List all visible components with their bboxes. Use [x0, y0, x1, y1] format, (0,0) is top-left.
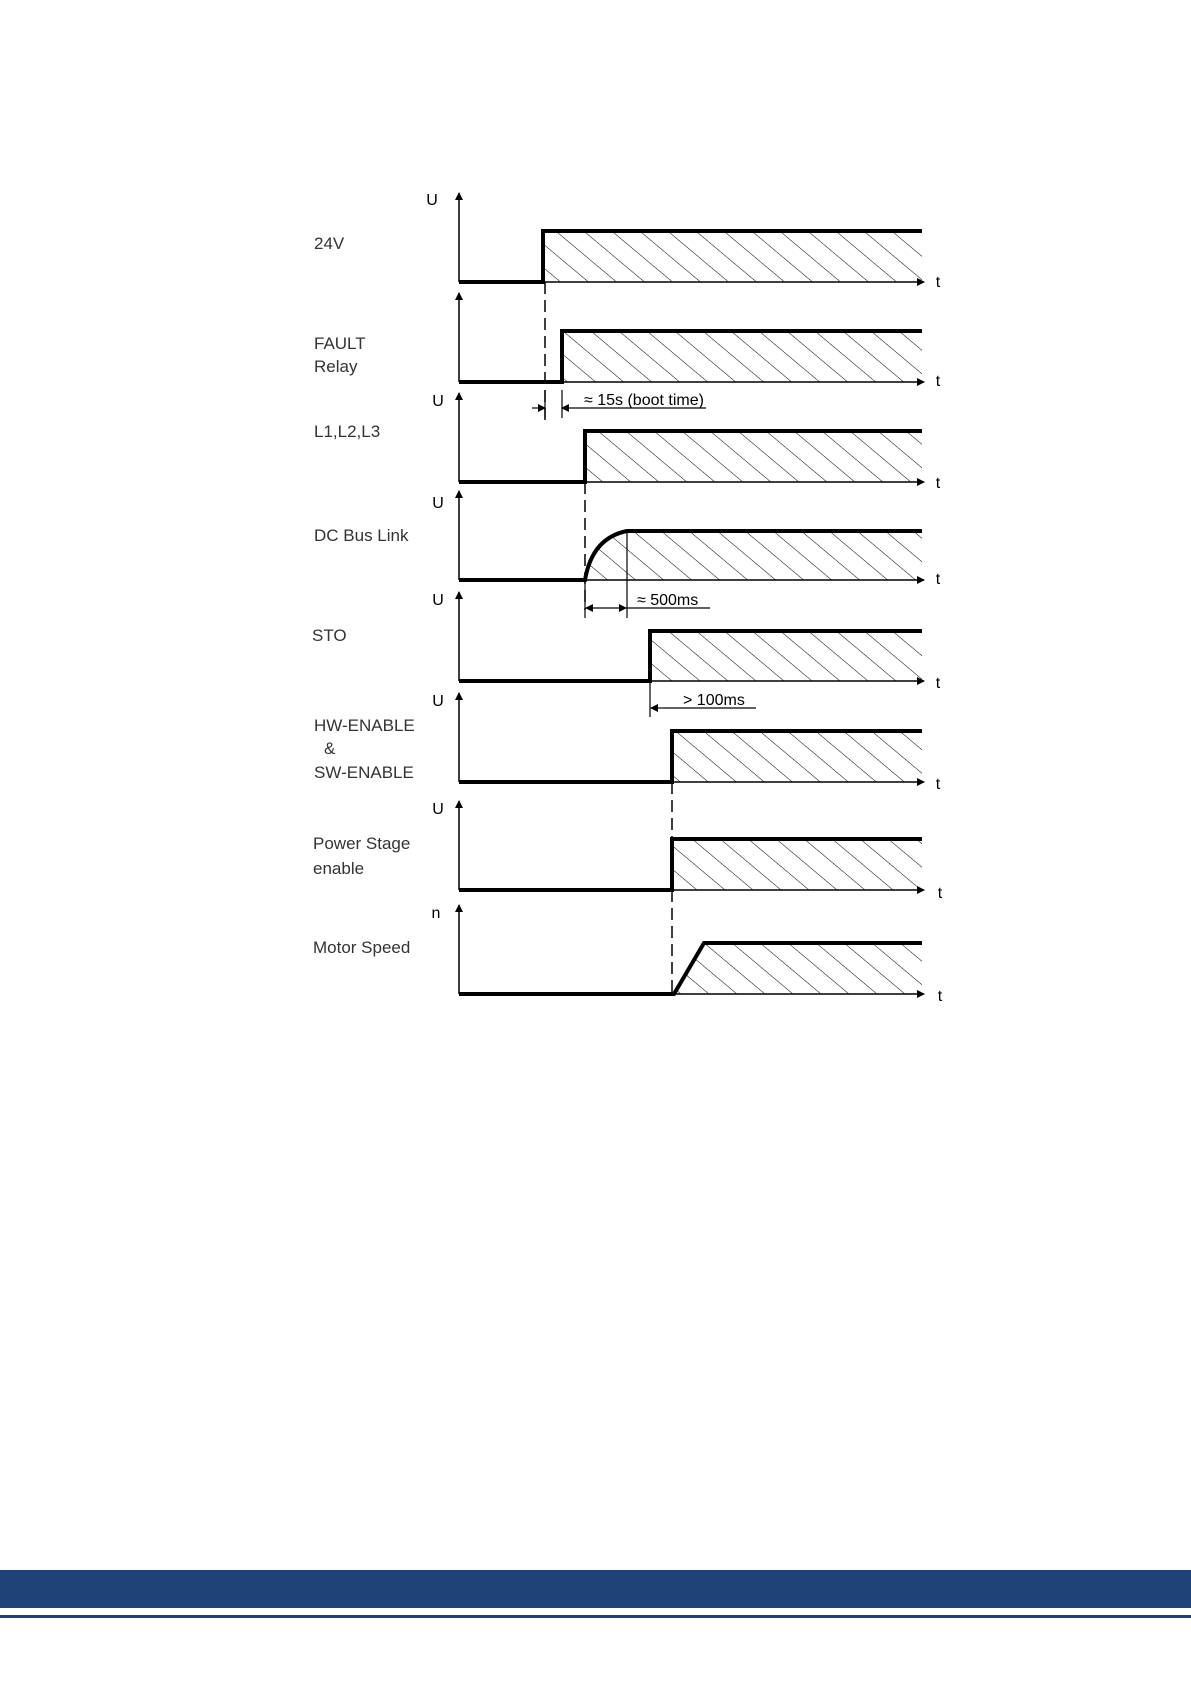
axis-label: U: [426, 192, 438, 209]
signal-row-power-stage-enable: [313, 801, 943, 902]
signal-label: Power Stage enable: [313, 834, 411, 878]
interval-label: ≈ 500ms: [637, 592, 699, 609]
time-axis-label: t: [935, 475, 941, 492]
time-axis-label: t: [935, 373, 941, 390]
signal-row-sto: [312, 592, 941, 692]
signal-label: HW-ENABLE & SW-ENABLE: [314, 716, 415, 782]
signal-label: STO: [312, 626, 347, 645]
axis-label: U: [432, 592, 444, 609]
time-axis-label: t: [937, 885, 943, 902]
signal-row-motor-speed: [313, 905, 943, 1005]
interval-label: > 100ms: [683, 692, 745, 709]
signal-label: DC Bus Link: [314, 526, 409, 545]
signal-row-fault-relay: [314, 293, 941, 390]
interval-enable-delay: [650, 683, 756, 717]
axis-label: U: [432, 801, 444, 818]
signal-hatch: [650, 631, 922, 681]
signal-label: L1,L2,L3: [314, 422, 381, 441]
signal-hatch: [585, 531, 922, 580]
axis-label: U: [432, 693, 444, 710]
signal-hatch: [674, 943, 922, 994]
axis-label: U: [432, 495, 444, 512]
signal-hatch: [585, 431, 922, 482]
signal-hatch: [672, 839, 922, 890]
signal-label: 24V: [314, 234, 345, 253]
time-axis-label: t: [935, 675, 941, 692]
axis-label: U: [432, 393, 444, 410]
time-axis-label: t: [937, 988, 943, 1005]
signal-row-hw-sw-enable: [314, 693, 941, 793]
signal-row-24v: [314, 192, 941, 291]
axis-label: n: [431, 905, 441, 922]
signal-hatch: [672, 731, 922, 782]
time-axis-label: t: [935, 274, 941, 291]
signal-hatch: [543, 231, 922, 282]
footer-band: [0, 1570, 1191, 1608]
signal-label: Motor Speed: [313, 938, 411, 957]
footer-rule: [0, 1615, 1191, 1618]
signal-label: FAULT Relay: [314, 334, 366, 376]
signal-hatch: [562, 331, 922, 382]
time-axis-label: t: [935, 571, 941, 588]
time-axis-label: t: [935, 776, 941, 793]
interval-boot-time: [532, 390, 706, 418]
interval-label: ≈ 15s (boot time): [584, 392, 704, 409]
